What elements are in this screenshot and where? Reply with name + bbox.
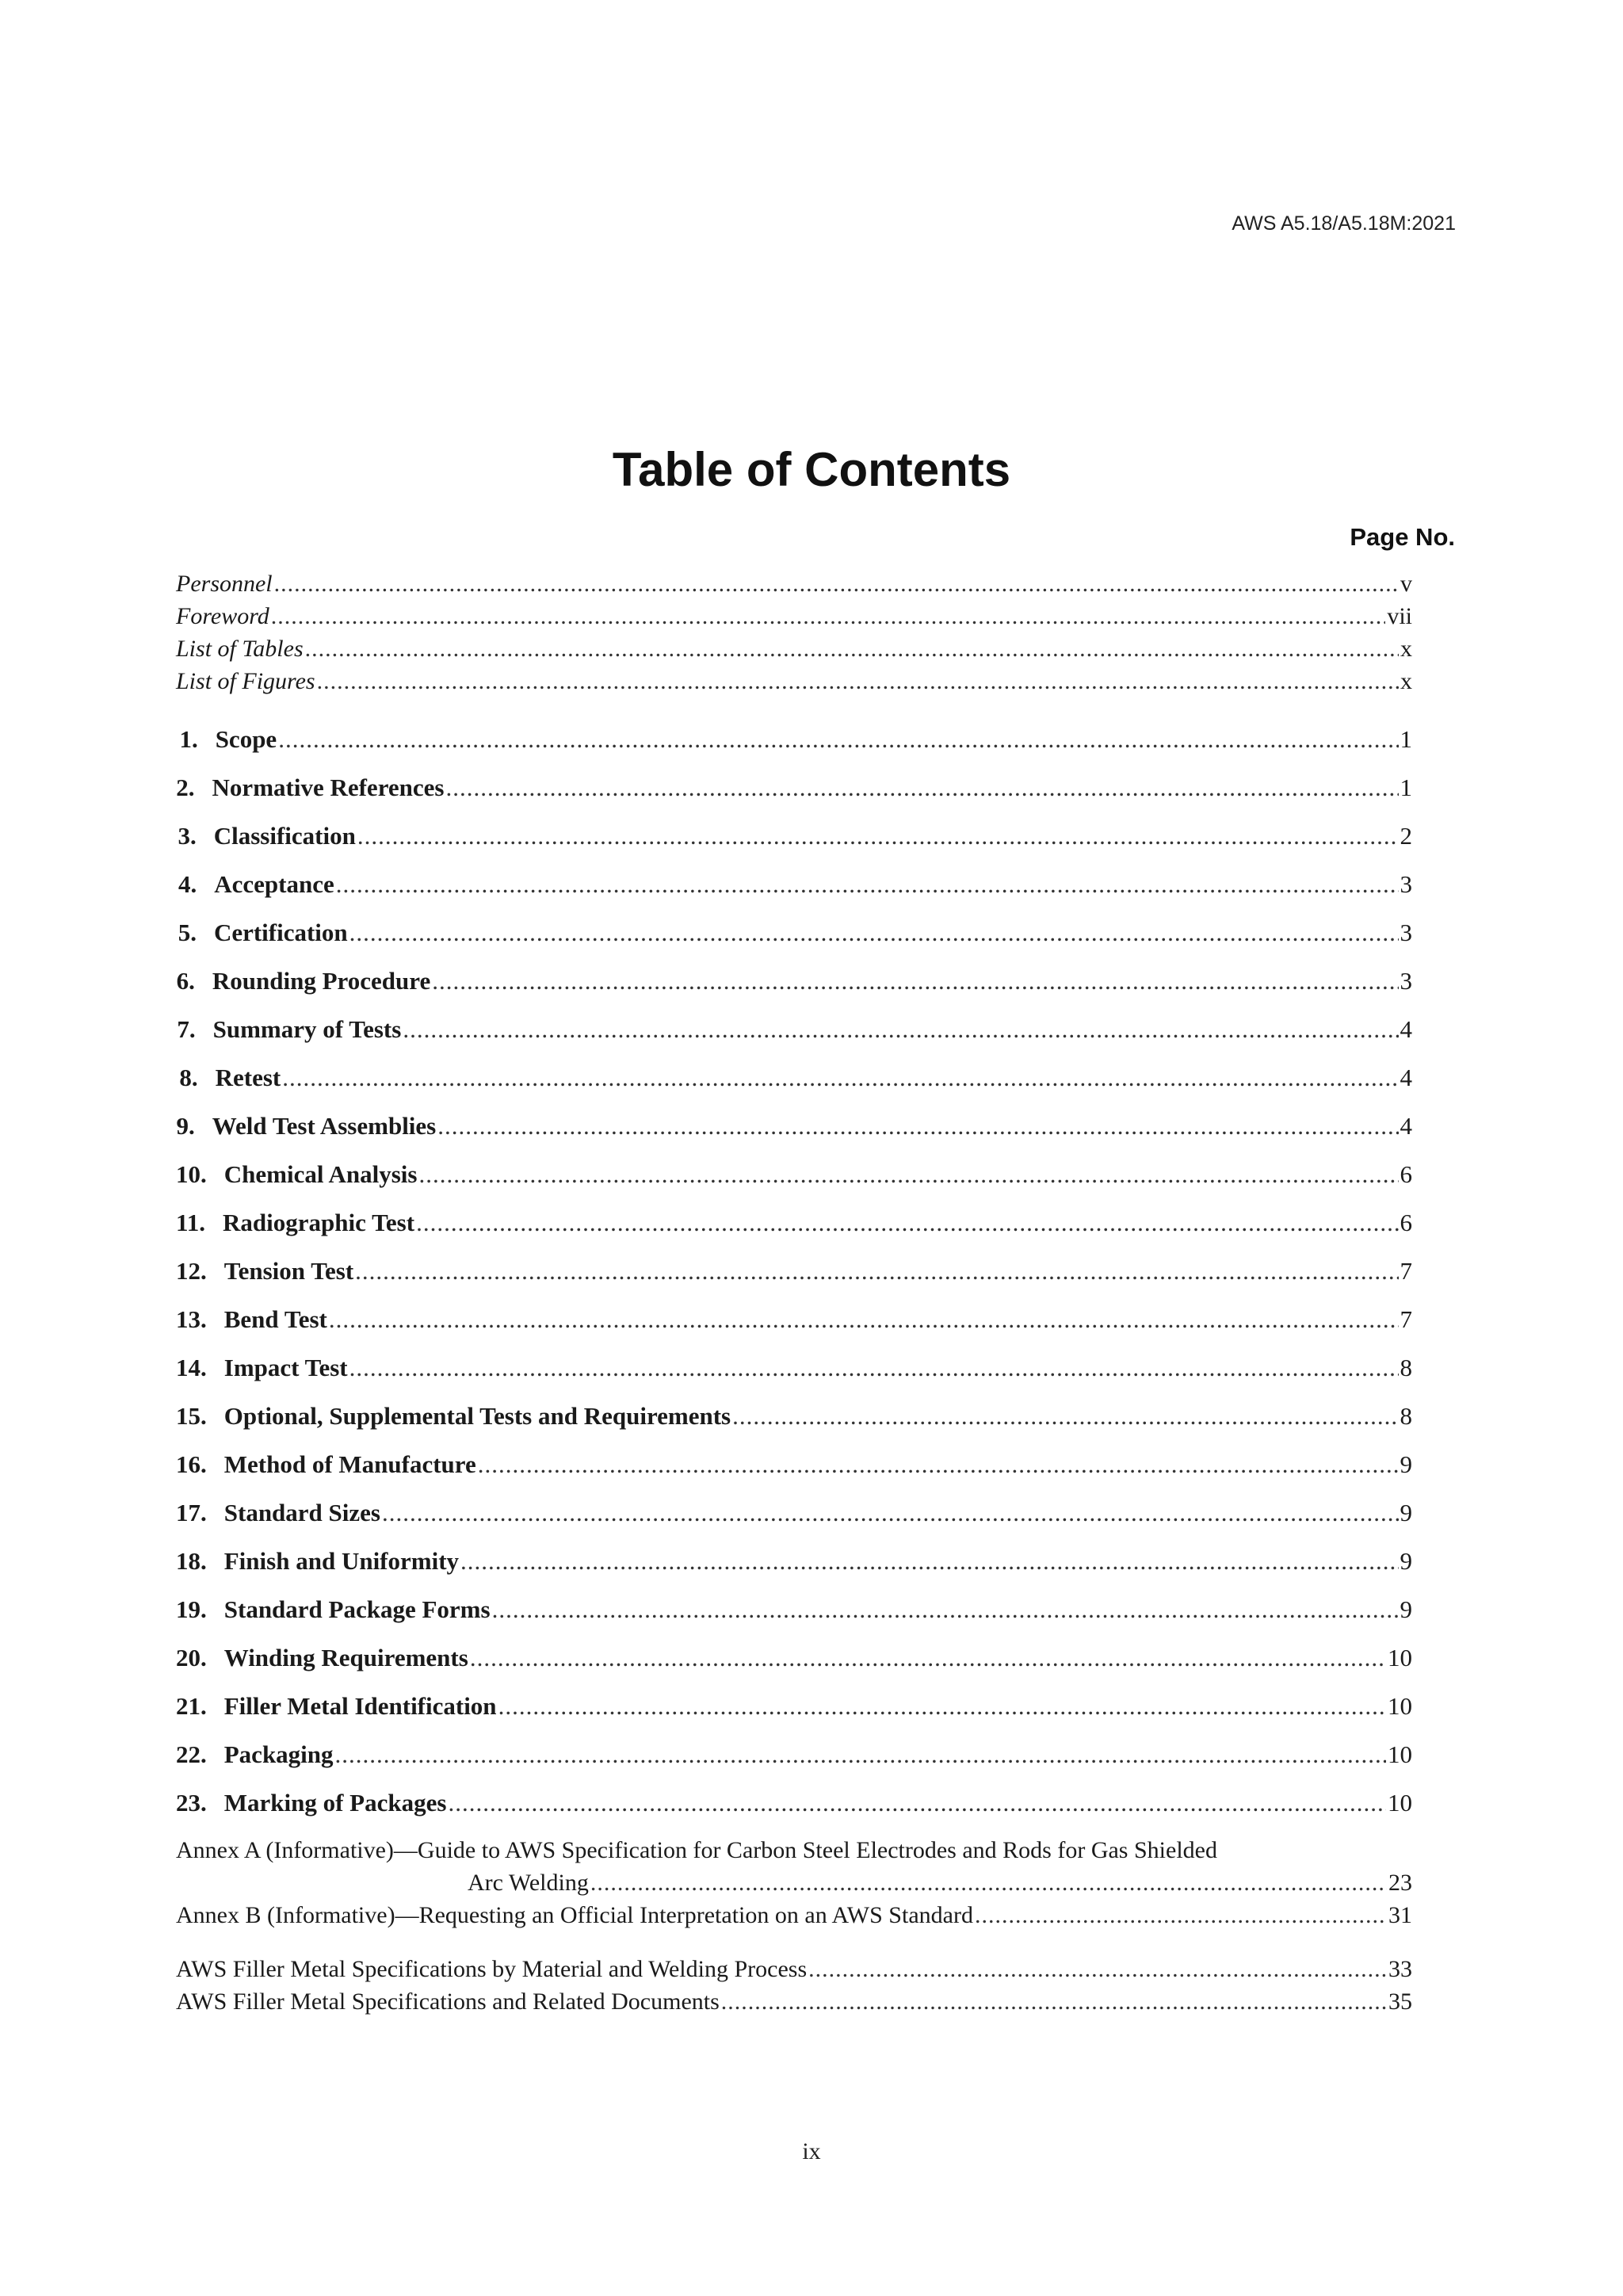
section-page: 6 — [1400, 1209, 1412, 1236]
dot-leader — [349, 1355, 1399, 1380]
section-page: 4 — [1400, 1064, 1412, 1091]
section-number: 15. — [176, 1402, 207, 1430]
related-doc-page: 33 — [1388, 1956, 1412, 1982]
section-number: 23. — [176, 1789, 207, 1817]
toc-related-specs-by-material[interactable] — [176, 1958, 1412, 1981]
dot-leader — [355, 1259, 1398, 1283]
section-title: Method of Manufacture — [223, 1450, 476, 1478]
toc-entry-page: vii — [1387, 603, 1412, 629]
section-page: 4 — [1400, 1112, 1412, 1140]
dot-leader — [416, 1210, 1398, 1235]
section-number: 16. — [176, 1450, 207, 1478]
toc-related-specs-documents[interactable] — [176, 1990, 1412, 2014]
toc-entry-page: x — [1400, 636, 1412, 662]
section-number: 20. — [176, 1644, 207, 1671]
dot-leader — [432, 968, 1398, 993]
dot-leader — [335, 1742, 1386, 1767]
section-page: 10 — [1388, 1789, 1412, 1817]
section-title: Chemical Analysis — [223, 1160, 418, 1188]
dot-leader — [445, 775, 1398, 800]
section-title: Standard Package Forms — [223, 1595, 491, 1623]
section-title: Optional, Supplemental Tests and Requirements — [223, 1402, 731, 1430]
section-title: Weld Test Assemblies — [212, 1112, 437, 1140]
section-page: 3 — [1400, 967, 1412, 995]
toc-entry-foreword[interactable] — [176, 605, 1412, 628]
section-page: 9 — [1400, 1450, 1412, 1478]
section-number: 11. — [176, 1209, 206, 1236]
toc-entry-page: v — [1400, 571, 1412, 597]
dot-leader — [403, 1017, 1398, 1041]
toc-annex-a[interactable] — [176, 1871, 1412, 1895]
page-title: Table of Contents — [612, 443, 1011, 496]
toc-section-20[interactable] — [176, 1645, 1412, 1670]
section-number: 6. — [176, 967, 195, 995]
section-page: 4 — [1400, 1015, 1412, 1043]
dot-leader — [470, 1645, 1386, 1670]
toc-entry-label: List of Figures — [176, 668, 315, 694]
dot-leader — [382, 1500, 1399, 1525]
section-title: Scope — [215, 725, 277, 753]
toc-section-16[interactable] — [176, 1452, 1412, 1477]
dot-leader — [590, 1871, 1387, 1895]
toc-section-1[interactable] — [176, 727, 1412, 751]
annex-title-continuation: Arc Welding — [468, 1870, 589, 1896]
section-title: Bend Test — [223, 1305, 327, 1333]
dot-leader — [282, 1065, 1398, 1090]
section-title: Acceptance — [214, 870, 334, 898]
related-doc-page: 35 — [1388, 1988, 1412, 2015]
toc-section-2[interactable] — [176, 775, 1412, 800]
toc-annex-b[interactable] — [176, 1904, 1412, 1927]
section-page: 9 — [1400, 1595, 1412, 1623]
section-page: 3 — [1400, 919, 1412, 946]
toc-annex-a-line1[interactable]: Annex A (Informative)—Guide to AWS Specification for Carbon Steel Electrodes and Rods for Gas Shielded — [176, 1837, 1217, 1863]
dot-leader — [278, 727, 1398, 751]
section-number: 2. — [176, 774, 195, 801]
section-number: 8. — [179, 1064, 198, 1091]
dot-leader — [437, 1114, 1398, 1138]
toc-entry-list-of-figures[interactable] — [176, 670, 1412, 693]
section-page: 6 — [1400, 1160, 1412, 1188]
toc-entry-label: Personnel — [176, 571, 273, 597]
toc-section-17[interactable] — [176, 1500, 1412, 1525]
section-title: Filler Metal Identification — [223, 1692, 497, 1720]
section-page: 1 — [1400, 774, 1412, 801]
section-title: Retest — [215, 1064, 281, 1091]
section-title: Radiographic Test — [223, 1209, 415, 1236]
page-number-column-heading: Page No. — [1350, 523, 1455, 551]
toc-section-21[interactable] — [176, 1694, 1412, 1718]
dot-leader — [492, 1597, 1399, 1622]
section-page: 8 — [1400, 1354, 1412, 1381]
toc-section-9[interactable] — [176, 1114, 1412, 1138]
section-number: 14. — [176, 1354, 207, 1381]
toc-entry-list-of-tables[interactable] — [176, 637, 1412, 661]
toc-section-15[interactable] — [176, 1404, 1412, 1428]
dot-leader — [305, 637, 1399, 661]
dot-leader — [732, 1404, 1398, 1428]
section-title: Winding Requirements — [223, 1644, 468, 1671]
toc-section-10[interactable] — [176, 1162, 1412, 1186]
section-number: 17. — [176, 1499, 207, 1526]
dot-leader — [271, 605, 1386, 628]
toc-entry-personnel[interactable] — [176, 572, 1412, 596]
section-title: Marking of Packages — [223, 1789, 447, 1817]
section-number: 10. — [176, 1160, 207, 1188]
annex-page: 23 — [1388, 1870, 1412, 1896]
section-page: 7 — [1400, 1257, 1412, 1285]
section-title: Normative References — [212, 774, 445, 801]
toc-entry-label: List of Tables — [176, 636, 304, 662]
section-number: 1. — [179, 725, 198, 753]
toc-entry-label: Foreword — [176, 603, 269, 629]
toc-section-14[interactable] — [176, 1355, 1412, 1380]
section-page: 2 — [1400, 822, 1412, 850]
dot-leader — [460, 1549, 1398, 1573]
related-doc-title: AWS Filler Metal Specifications and Related Documents — [176, 1988, 720, 2015]
dot-leader — [274, 572, 1399, 596]
section-title: Finish and Uniformity — [223, 1547, 460, 1575]
dot-leader — [329, 1307, 1399, 1331]
document-id: AWS A5.18/A5.18M:2021 — [1232, 212, 1456, 235]
section-number: 18. — [176, 1547, 207, 1575]
section-title: Classification — [213, 822, 356, 850]
related-doc-title: AWS Filler Metal Specifications by Material and Welding Process — [176, 1956, 808, 1982]
section-page: 7 — [1400, 1305, 1412, 1333]
dot-leader — [448, 1790, 1386, 1815]
annex-title: Annex B (Informative)—Requesting an Official Interpretation on an AWS Standard — [176, 1902, 973, 1928]
toc-entry-page: x — [1400, 668, 1412, 694]
section-page: 3 — [1400, 870, 1412, 898]
dot-leader — [336, 872, 1399, 896]
toc-section-6[interactable] — [176, 968, 1412, 993]
section-number: 4. — [178, 870, 197, 898]
section-number: 3. — [178, 822, 197, 850]
section-number: 22. — [176, 1740, 207, 1768]
toc-section-23[interactable] — [176, 1790, 1412, 1815]
dot-leader — [975, 1904, 1387, 1927]
section-page: 9 — [1400, 1547, 1412, 1575]
section-number: 12. — [176, 1257, 207, 1285]
dot-leader — [808, 1958, 1387, 1981]
section-page: 8 — [1400, 1402, 1412, 1430]
section-number: 5. — [178, 919, 197, 946]
dot-leader — [349, 920, 1399, 945]
section-title: Packaging — [223, 1740, 334, 1768]
section-number: 21. — [176, 1692, 207, 1720]
toc-section-11[interactable] — [176, 1210, 1412, 1235]
toc-section-22[interactable] — [176, 1742, 1412, 1767]
section-title: Impact Test — [223, 1354, 348, 1381]
section-title: Standard Sizes — [223, 1499, 380, 1526]
toc-section-4[interactable] — [176, 872, 1412, 896]
section-title: Certification — [213, 919, 348, 946]
dot-leader — [317, 670, 1399, 693]
toc-section-5[interactable] — [176, 920, 1412, 945]
section-page: 10 — [1388, 1644, 1412, 1671]
section-number: 9. — [176, 1112, 195, 1140]
section-title: Summary of Tests — [212, 1015, 402, 1043]
section-title: Rounding Procedure — [212, 967, 431, 995]
toc-section-18[interactable] — [176, 1549, 1412, 1573]
dot-leader — [721, 1990, 1387, 2014]
dot-leader — [357, 823, 1399, 848]
toc-section-8[interactable] — [176, 1065, 1412, 1090]
toc-section-12[interactable] — [176, 1259, 1412, 1283]
section-number: 13. — [176, 1305, 207, 1333]
section-page: 10 — [1388, 1692, 1412, 1720]
section-page: 1 — [1400, 725, 1412, 753]
section-number: 19. — [176, 1595, 207, 1623]
section-page: 10 — [1388, 1740, 1412, 1768]
toc-section-3[interactable] — [176, 823, 1412, 848]
section-number: 7. — [177, 1015, 196, 1043]
annex-page: 31 — [1388, 1902, 1412, 1928]
toc-section-7[interactable] — [176, 1017, 1412, 1041]
dot-leader — [478, 1452, 1399, 1477]
dot-leader — [498, 1694, 1386, 1718]
section-title: Tension Test — [223, 1257, 354, 1285]
toc-section-13[interactable] — [176, 1307, 1412, 1331]
page-footer-number: ix — [802, 2138, 821, 2164]
toc-section-19[interactable] — [176, 1597, 1412, 1622]
dot-leader — [418, 1162, 1398, 1186]
section-page: 9 — [1400, 1499, 1412, 1526]
